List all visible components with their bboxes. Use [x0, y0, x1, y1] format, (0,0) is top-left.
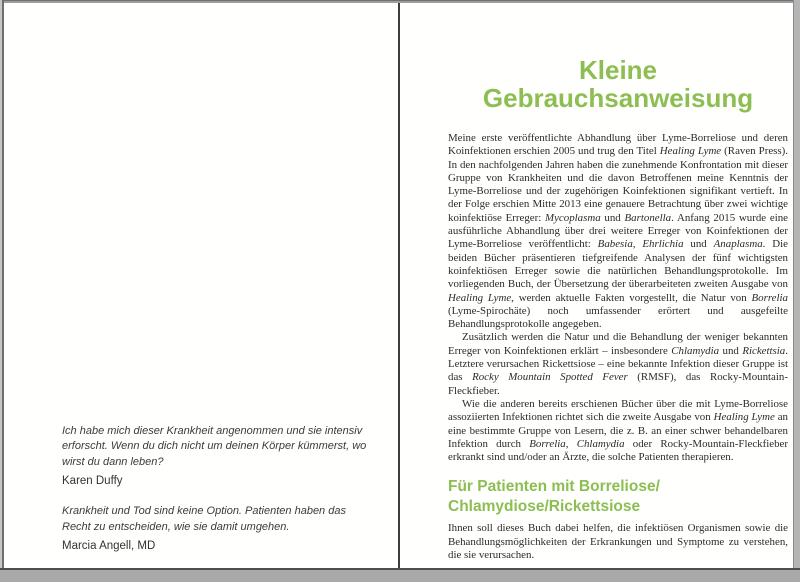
left-page [4, 3, 398, 568]
quote [62, 504, 376, 554]
right-page-content [448, 56, 788, 562]
paragraph: Meine erste veröffentlichte Abhandlung über Lyme-Borreliose und deren Koinfektionen erschien 2005 und trug den Titel Healing Lyme (Raven Press). In den nachfolgenden Jahren haben die zunehmende Konfrontation mit dieser Gruppe von Krankheiten und die davon Betroffenen meine Kenntnis der Lyme-Borreliose und der zugehörigen Koinfektionen signifikant vertieft. In der Folge erschien Mitte 2013 eine genauere Betrachtung über zwei wichtige koinfektiöse Erreger: Mycoplasma und Bartonella. Anfang 2015 wurde eine ausführliche Abhandlung über drei weitere Erreger von Koinfektionen der Lyme-Borreliose veröffentlicht: Babesia, Ehrlichia und Anaplasma. Die beiden Bücher präsentieren tiefgreifende Analysen der fünf wichtigsten koinfektiösen Erreger sowie die natürlichen Behandlungsprotokolle. Im vorliegenden Buch, der Übersetzung der überarbeiteten zweiten Ausgabe von Healing Lyme, werden aktuelle Fakten vorgestellt, die Natur von Borrelia (Lyme-Spirochäte) noch umfassender erörtert und ausgefeilte Behandlungsprotokolle angegeben. [448, 132, 789, 331]
section-heading-line1: Für Patienten mit Borreliose/ [448, 478, 660, 496]
page-spread [4, 3, 793, 568]
body-paragraphs [448, 132, 788, 464]
quote-attribution: Karen Duffy [62, 475, 123, 487]
chapter-title-line1: Kleine [578, 55, 658, 85]
scan-frame-top [0, 0, 800, 3]
section-heading [448, 477, 788, 517]
quote-attribution: Marcia Angell, MD [62, 540, 156, 552]
paragraph: Wie die anderen bereits erschienen Bücher über die mit Lyme-Borreliose assoziierten Infektionen richtet sich die zweite Ausgabe von Healing Lyme an eine bestimmte Gruppe von Lesern, die z. B. an einer schwer behandelbaren Infektion durch Borrelia, Chlamydia oder Rocky-Mountain-Fleckfieber erkrankt sind und/oder an Ärzte, die solche Patienten therapieren. [448, 397, 788, 464]
right-page [400, 3, 793, 568]
paragraph: Zusätzlich werden die Natur und die Behandlung der weniger bekannten Erreger von Koinfektionen erklärt – insbesondere Chlamydia und Rickettsia. Letztere verursachen Rickettsiose – eine bekannte Infektion dieser Gruppe ist das Rocky Mountain Spotted Fever (RMSF), das Rocky-Mountain-Fleckfieber. [448, 331, 788, 397]
chapter-title-line2: Gebrauchsanweisung [482, 83, 754, 113]
scan-frame-right [793, 0, 800, 570]
scan-frame-left [0, 0, 4, 570]
scan-frame-bottom [0, 568, 800, 582]
paragraph: Ihnen soll dieses Buch dabei helfen, die infektiösen Organismen sowie die Behandlungsmöglichkeiten der Erkrankungen und Symptome zu verstehen, die sie verursachen. [448, 522, 788, 562]
closing-paragraph [448, 522, 788, 562]
quote-text: Ich habe mich dieser Krankheit angenommen und sie intensiv erforscht. Wenn du dich nicht um deinen Körper kümmerst, wo wirst du dann leben? [62, 424, 367, 468]
chapter-title [448, 56, 788, 112]
quote-block [62, 424, 376, 555]
quote [62, 424, 376, 490]
quote-text: Krankheit und Tod sind keine Option. Patienten haben das Recht zu entscheiden, wie sie damit umgehen. [62, 505, 346, 533]
section-heading-line2: Chlamydiose/Rickettsiose [448, 498, 641, 516]
